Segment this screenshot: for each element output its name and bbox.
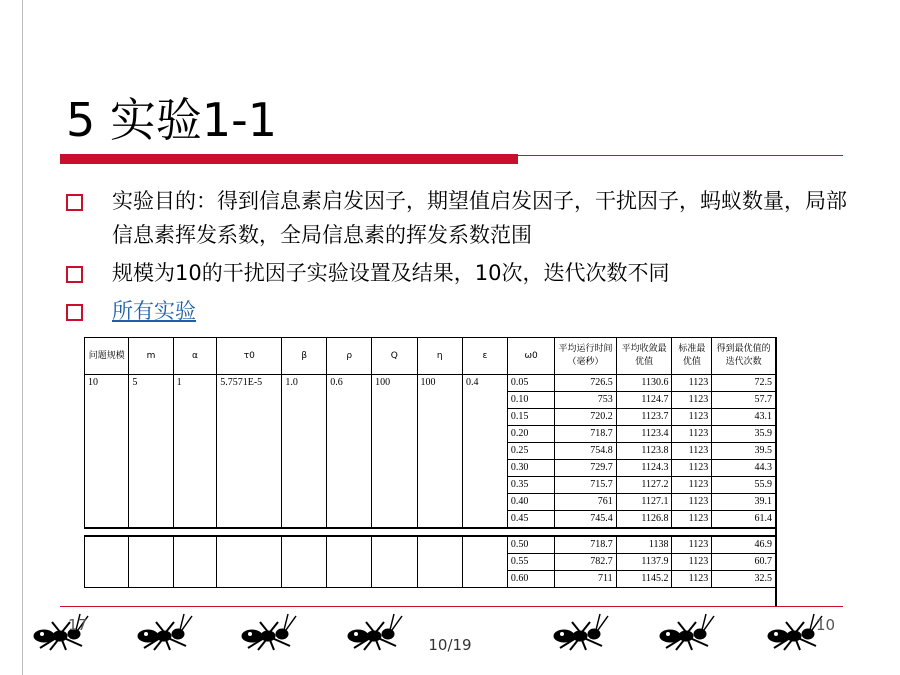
experiment-table-image	[84, 337, 776, 607]
table-cell: 35.9	[712, 426, 776, 443]
table-param-cell: 100	[372, 375, 417, 529]
table-cell: 32.5	[712, 571, 776, 588]
table-cell: 72.5	[712, 375, 776, 392]
table-cell: 718.7	[555, 426, 616, 443]
bullet-list	[66, 184, 866, 332]
bullet-text: 实验目的：得到信息素启发因子，期望值启发因子，干扰因子，蚂蚁数量，局部信息素挥发系数，全局信息素的挥发系数范围	[112, 189, 847, 247]
table-cell: 1123	[672, 571, 712, 588]
table-param-cell	[417, 536, 462, 588]
table-cell: 745.4	[555, 511, 616, 529]
table-cell: 1123	[672, 554, 712, 571]
table-cell: 1123	[672, 460, 712, 477]
table-cell: 720.2	[555, 409, 616, 426]
table-cell: 57.7	[712, 392, 776, 409]
table-cell: 55.9	[712, 477, 776, 494]
table-param-cell	[327, 536, 372, 588]
table-param-cell	[372, 536, 417, 588]
table-cell: 0.45	[507, 511, 554, 529]
table-header-cell: 问题规模	[85, 338, 129, 375]
table-param-cell: 0.6	[327, 375, 372, 529]
table-param-cell: 1.0	[282, 375, 327, 529]
table-cell: 0.40	[507, 494, 554, 511]
table-cell: 0.25	[507, 443, 554, 460]
bullet-square-icon	[66, 304, 83, 321]
table-cell: 0.10	[507, 392, 554, 409]
bullet-item-all-experiments	[66, 294, 866, 328]
table-header-cell: 得到最优值的迭代次数	[712, 338, 776, 375]
table-cell: 44.3	[712, 460, 776, 477]
table-cell: 61.4	[712, 511, 776, 529]
table-cell: 0.55	[507, 554, 554, 571]
experiment-table	[84, 337, 776, 588]
table-param-cell	[85, 536, 129, 588]
bullet-text: 规模为10的干扰因子实验设置及结果，10次，迭代次数不同	[112, 261, 670, 285]
table-param-cell	[173, 536, 217, 588]
table-cell: 1145.2	[616, 571, 672, 588]
table-cell: 753	[555, 392, 616, 409]
table-cell: 1124.7	[616, 392, 672, 409]
bullet-square-icon	[66, 194, 83, 211]
table-param-cell	[462, 536, 507, 588]
table-cell: 0.15	[507, 409, 554, 426]
table-cell: 39.5	[712, 443, 776, 460]
bullet-item-objective	[66, 184, 866, 252]
table-header-row	[85, 338, 776, 375]
table-cell: 46.9	[712, 536, 776, 554]
table-header-cell: β	[282, 338, 327, 375]
table-header-cell: ω0	[507, 338, 554, 375]
table-header-cell: Q	[372, 338, 417, 375]
bullet-square-icon	[66, 266, 83, 283]
table-cell: 1123	[672, 443, 712, 460]
all-experiments-link[interactable]: 所有实验	[112, 299, 196, 323]
table-cell: 60.7	[712, 554, 776, 571]
table-header-cell: τ0	[217, 338, 282, 375]
table-cell: 1127.2	[616, 477, 672, 494]
footer-line	[60, 606, 843, 607]
title-underline-thin	[518, 155, 843, 156]
table-cell: 782.7	[555, 554, 616, 571]
table-param-cell: 5.7571E-5	[217, 375, 282, 529]
table-cell: 711	[555, 571, 616, 588]
table-param-cell	[282, 536, 327, 588]
table-edge	[775, 337, 777, 607]
table-header-cell: α	[173, 338, 217, 375]
slide-title: 5 实验1-1	[66, 93, 278, 147]
table-cell: 0.30	[507, 460, 554, 477]
table-param-cell: 1	[173, 375, 217, 529]
table-cell: 1130.6	[616, 375, 672, 392]
table-param-cell: 0.4	[462, 375, 507, 529]
table-break-row	[85, 528, 776, 536]
footer-right-number: 10	[816, 616, 836, 634]
table-header-cell: 标准最优值	[672, 338, 712, 375]
table-cell: 715.7	[555, 477, 616, 494]
table-cell: 1127.1	[616, 494, 672, 511]
table-header-cell: η	[417, 338, 462, 375]
table-param-cell: 100	[417, 375, 462, 529]
table-header-cell: m	[129, 338, 173, 375]
table-cell: 1123.8	[616, 443, 672, 460]
table-cell: 1123	[672, 375, 712, 392]
table-cell: 1138	[616, 536, 672, 554]
table-cell: 0.50	[507, 536, 554, 554]
table-cell: 1123	[672, 511, 712, 529]
table-cell: 1123	[672, 426, 712, 443]
table-cell: 1126.8	[616, 511, 672, 529]
table-cell: 1123	[672, 536, 712, 554]
table-cell: 1123	[672, 392, 712, 409]
table-cell: 718.7	[555, 536, 616, 554]
table-cell: 761	[555, 494, 616, 511]
table-row	[85, 536, 776, 554]
table-cell: 1123.4	[616, 426, 672, 443]
table-cell: 39.1	[712, 494, 776, 511]
table-param-cell	[129, 536, 173, 588]
page-number: 10/19	[428, 636, 472, 654]
table-cell: 0.35	[507, 477, 554, 494]
table-cell: 43.1	[712, 409, 776, 426]
table-row	[85, 375, 776, 392]
table-cell: 1123	[672, 477, 712, 494]
table-header-cell: ε	[462, 338, 507, 375]
table-cell: 729.7	[555, 460, 616, 477]
table-param-cell: 10	[85, 375, 129, 529]
bullet-item-setup	[66, 256, 866, 290]
table-cell: 1123.7	[616, 409, 672, 426]
table-cell: 726.5	[555, 375, 616, 392]
table-cell: 754.8	[555, 443, 616, 460]
table-param-cell: 5	[129, 375, 173, 529]
table-cell: 0.60	[507, 571, 554, 588]
table-header-cell: 平均运行时间（毫秒）	[555, 338, 616, 375]
table-header-cell: 平均收敛最优值	[616, 338, 672, 375]
table-cell: 1123	[672, 409, 712, 426]
table-cell: 0.20	[507, 426, 554, 443]
title-underline-thick	[60, 154, 518, 164]
table-param-cell	[217, 536, 282, 588]
table-header-cell: ρ	[327, 338, 372, 375]
left-margin-line	[22, 0, 23, 675]
footer-left-number: 17	[68, 616, 88, 634]
table-cell: 1123	[672, 494, 712, 511]
table-cell: 0.05	[507, 375, 554, 392]
table-cell: 1137.9	[616, 554, 672, 571]
table-cell: 1124.3	[616, 460, 672, 477]
